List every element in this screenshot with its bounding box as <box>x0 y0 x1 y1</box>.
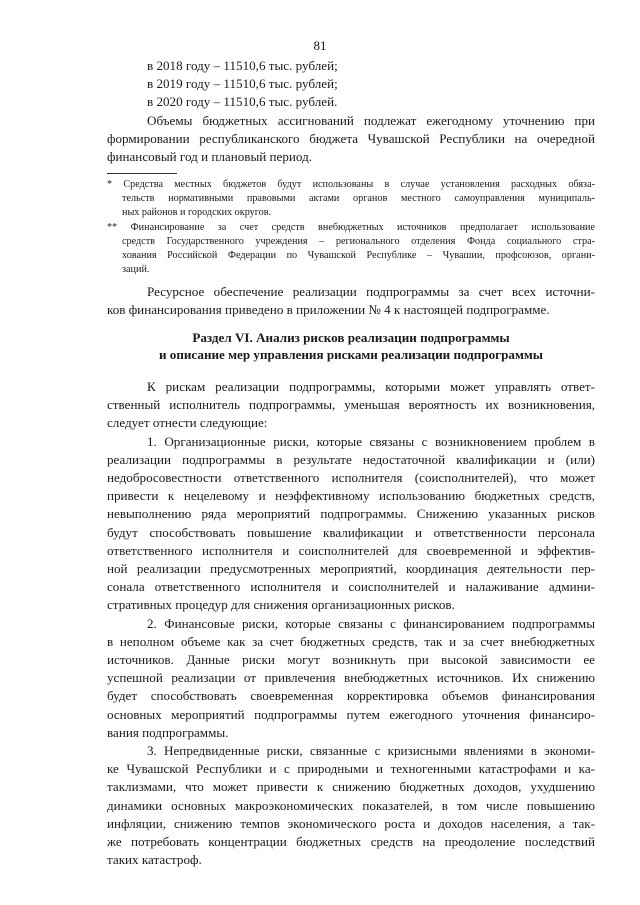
body-text-line: источников. Данные риски могут возникнуть при высокой зависимости ее <box>107 652 595 668</box>
footnote-2-line: средств Государственного учреждения – регионального отделения Фонда социального стра- <box>122 235 595 247</box>
body-text-line: 3. Непредвиденные риски, связанные с кризисными явлениями в экономи- <box>147 743 595 759</box>
body-text-line: стративных процедур для снижения организационных рисков. <box>107 597 455 613</box>
footnote-2-line: ** Финансирование за счет средств внебюджетных источников предполагает использование <box>107 221 595 233</box>
body-text-line: таклизмами, что может привести к снижению бюджетных доходов, ухудшению <box>107 779 595 795</box>
section-heading-line-2: и описание мер управления рисками реализации подпрограммы <box>158 347 544 362</box>
body-text-line: реализации подпрограммы в результате недостаточной квалификации и (или) <box>107 451 595 467</box>
funding-line-2018: в 2018 году – 11510,6 тыс. рублей; <box>147 58 338 73</box>
body-text-line: основных мероприятий подпрограммы путем ежегодного уточнения финансиро- <box>107 706 595 722</box>
body-text-line: вания подпрограммы. <box>107 724 229 740</box>
section-body-text <box>107 378 595 869</box>
footnote-1-line: ных районов и городских округов. <box>122 207 272 219</box>
funding-amounts-list <box>107 57 595 166</box>
body-text-line: в неполном объеме как за счет бюджетных средств, так и за счет внебюджетных <box>107 633 595 649</box>
assignations-paragraph-line: Объемы бюджетных ассигнований подлежат ежегодному уточнению при <box>147 112 595 128</box>
footnote-2-line: заций. <box>122 264 150 276</box>
body-text-line: невыполнению ряда мероприятий подпрограммы. Снижению указанных рисков <box>107 506 595 522</box>
body-text-line: сонала ответственного исполнителя и соисполнителей и налаживание админи- <box>107 579 595 595</box>
funding-line-2019: в 2019 году – 11510,6 тыс. рублей; <box>147 76 338 92</box>
resource-paragraph-line: Ресурсное обеспечение реализации подпрограммы за счет всех источни- <box>147 284 595 299</box>
page-number: 81 <box>313 38 327 53</box>
body-text-line: следует отнести следующие: <box>107 415 268 431</box>
body-text-line: будет способствовать своевременная корректировка объемов финансирования <box>107 688 595 704</box>
body-text-line: успешной реализации от привлечения внебюджетных источников. Их снижению <box>107 670 595 686</box>
body-text-line: таких катастроф. <box>107 852 202 868</box>
body-text-line: ственный исполнитель подпрограммы, уменьшая вероятность их возникновения, <box>107 397 595 413</box>
body-text-line: ной реализации предусмотренных мероприятий, координация деятельности пер- <box>107 561 595 577</box>
resource-paragraph <box>107 283 595 319</box>
body-text-line: К рискам реализации подпрограммы, которыми может управлять ответ- <box>147 379 595 394</box>
section-heading-line-1: Раздел VI. Анализ рисков реализации подпрограммы <box>192 330 510 345</box>
body-text-line: недобросовестности ответственного исполнителя (соисполнителей), что может <box>107 470 595 486</box>
body-text-line: привести к нецелевому и неэффективному использованию бюджетных средств, <box>107 488 595 504</box>
body-text-line: будут способствовать повышение квалификации и ответственности персонала <box>107 524 595 540</box>
footnotes <box>107 178 595 277</box>
body-text-line: инфляции, снижению темпов экономического роста и доходов населения, а так- <box>107 815 595 831</box>
assignations-paragraph-line: финансовый год и плановый период. <box>107 149 313 165</box>
funding-line-2020: в 2020 году – 11510,6 тыс. рублей. <box>147 94 338 110</box>
section-heading <box>107 329 595 363</box>
footnote-divider <box>107 173 177 174</box>
body-text-line: динамики основных макроэкономических показателей, в том числе повышению <box>107 797 595 813</box>
body-text-line: ке Чувашской Республики и с природными и техногенными катастрофами и ка- <box>107 761 595 777</box>
body-text-line: 2. Финансовые риски, которые связаны с финансированием подпрограммы <box>147 615 595 631</box>
body-text-line: ответственного исполнителя и соисполнителей для своевременной и эффектив- <box>107 542 595 558</box>
footnote-1-line: тельств нормативными правовыми актами органов местного самоуправления муниципаль- <box>122 193 595 205</box>
assignations-paragraph-line: формировании республиканского бюджета Чувашской Республики на очередной <box>107 130 595 146</box>
footnote-2-line: хования Российской Федерации по Чувашской Республике – Чувашии, профсоюзов, органи- <box>122 250 595 262</box>
body-text-line: 1. Организационные риски, которые связаны с возникновением проблем в <box>147 433 595 449</box>
footnote-1-line: * Средства местных бюджетов будут использованы в случае установления расходных обяза- <box>107 179 595 190</box>
resource-paragraph-line: ков финансирования приведено в приложении № 4 к настоящей подпрограмме. <box>107 302 550 318</box>
body-text-line: же потребовать концентрации бюджетных средств на преодоление последствий <box>107 834 595 850</box>
